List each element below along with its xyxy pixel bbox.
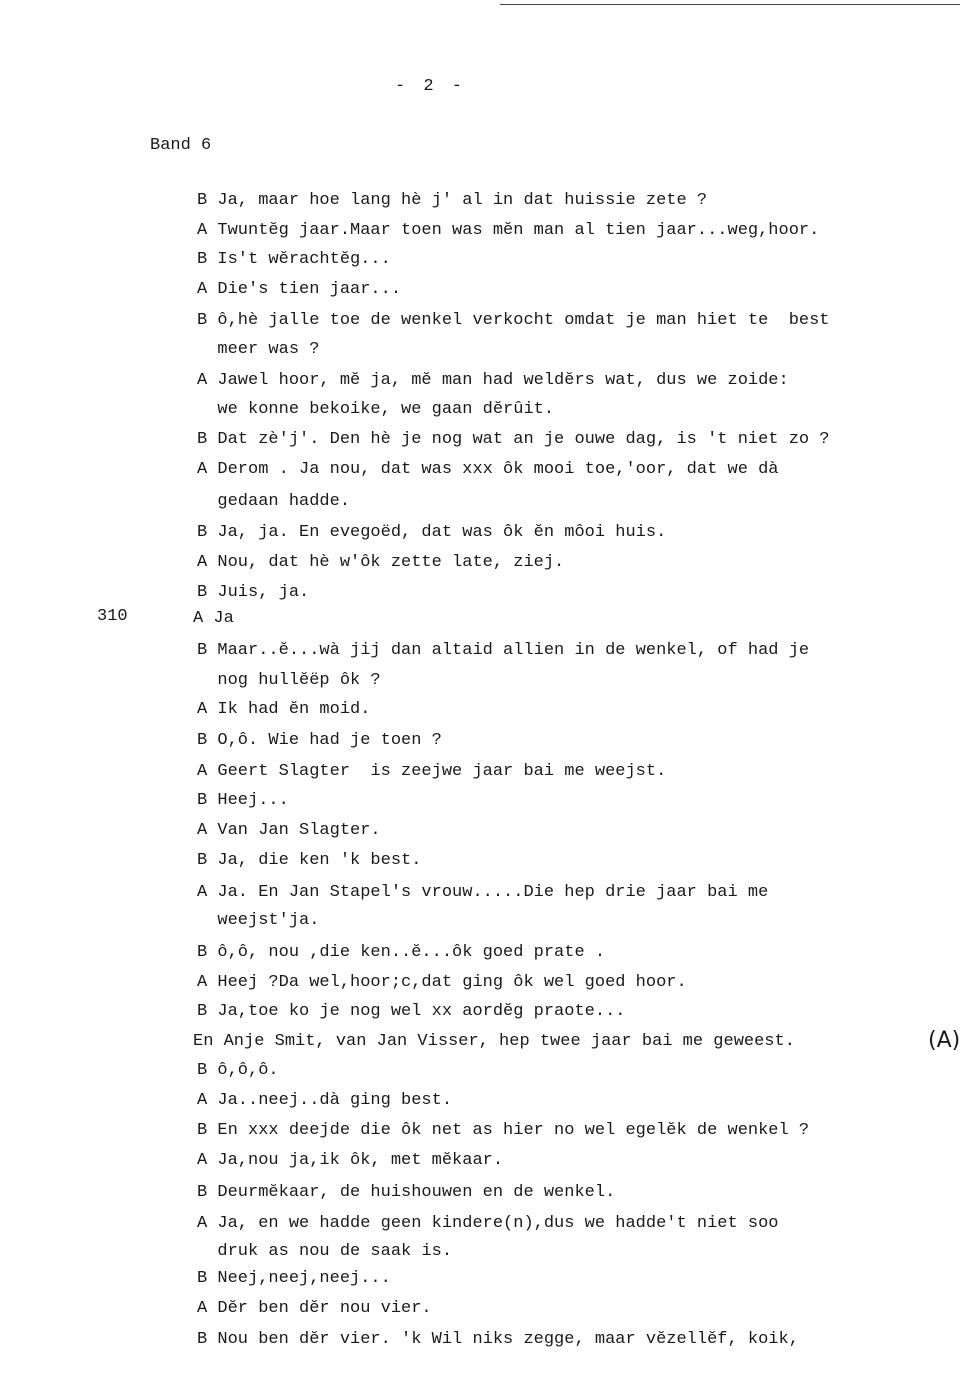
transcript-line: A Van Jan Slagter. bbox=[197, 821, 381, 840]
transcript-line: A Twuntĕg jaar.Maar toen was mĕn man al tien jaar...weg,hoor. bbox=[197, 221, 820, 240]
transcript-line: A Ja, en we hadde geen kindere(n),dus we hadde't niet soo bbox=[197, 1214, 779, 1233]
transcript-line: A Dĕr ben dĕr nou vier. bbox=[197, 1299, 432, 1318]
transcript-line: A Ik had ĕn moid. bbox=[197, 700, 371, 719]
transcript-line: B ô,ô, nou ,die ken..ĕ...ôk goed prate . bbox=[197, 943, 606, 962]
transcript-line: A Ja. En Jan Stapel's vrouw.....Die hep drie jaar bai me bbox=[197, 883, 769, 902]
transcript-line: B Neej,neej,neej... bbox=[197, 1269, 391, 1288]
transcript-line: B En xxx deejde die ôk net as hier no wel egelĕk de wenkel ? bbox=[197, 1121, 810, 1140]
transcript-line: B Is't wĕrachtĕg... bbox=[197, 250, 391, 269]
transcript-line: En Anje Smit, van Jan Visser, hep twee jaar bai me geweest. bbox=[193, 1032, 795, 1051]
transcript-line: A Ja bbox=[193, 609, 234, 628]
transcript-line: A Ja,nou ja,ik ôk, met mĕkaar. bbox=[197, 1151, 504, 1170]
transcript-line: B Ja, ja. En evegoëd, dat was ôk ĕn môoi huis. bbox=[197, 523, 667, 542]
transcript-line: weejst'ja. bbox=[197, 911, 320, 930]
transcript-line: meer was ? bbox=[197, 340, 320, 359]
line-number-marker: 310 bbox=[97, 607, 128, 626]
transcript-line: we konne bekoike, we gaan dĕrûit. bbox=[197, 400, 555, 419]
band-label: Band 6 bbox=[150, 136, 212, 155]
transcript-line: B Maar..ĕ...wà jij dan altaid allien in de wenkel, of had je bbox=[197, 641, 810, 660]
transcript-line: nog hullĕëp ôk ? bbox=[197, 671, 381, 690]
transcript-line: B Ja,toe ko je nog wel xx aordĕg praote... bbox=[197, 1002, 626, 1021]
transcript-line: A Geert Slagter is zeejwe jaar bai me weejst. bbox=[197, 762, 667, 781]
transcript-line: B Heej... bbox=[197, 791, 289, 810]
transcript-line: A Jawel hoor, mĕ ja, mĕ man had weldĕrs wat, dus we zoide: bbox=[197, 371, 789, 390]
transcript-line: A Die's tien jaar... bbox=[197, 280, 402, 299]
transcript-line: B O,ô. Wie had je toen ? bbox=[197, 731, 442, 750]
margin-annotation: (A) bbox=[928, 1028, 960, 1053]
top-rule bbox=[500, 4, 960, 5]
transcript-line: gedaan hadde. bbox=[197, 492, 351, 511]
transcript-line: B ô,hè jalle toe de wenkel verkocht omdat je man hiet te best bbox=[197, 311, 830, 330]
transcript-line: B Nou ben dĕr vier. 'k Wil niks zegge, maar vĕzellĕf, koik, bbox=[197, 1330, 799, 1349]
transcript-line: B Dat zè'j'. Den hè je nog wat an je ouwe dag, is 't niet zo ? bbox=[197, 430, 830, 449]
transcript-line: B Deurmĕkaar, de huishouwen en de wenkel. bbox=[197, 1183, 616, 1202]
transcript-line: A Ja..neej..dà ging best. bbox=[197, 1091, 453, 1110]
transcript-line: B Ja, maar hoe lang hè j' al in dat huissie zete ? bbox=[197, 191, 708, 210]
transcript-line: A Derom . Ja nou, dat was xxx ôk mooi toe,'oor, dat we dà bbox=[197, 460, 779, 479]
transcript-line: B ô,ô,ô. bbox=[197, 1061, 279, 1080]
transcript-line: B Juis, ja. bbox=[197, 583, 310, 602]
transcript-line: B Ja, die ken 'k best. bbox=[197, 851, 422, 870]
transcript-line: A Heej ?Da wel,hoor;c,dat ging ôk wel goed hoor. bbox=[197, 973, 687, 992]
transcript-line: A Nou, dat hè w'ôk zette late, ziej. bbox=[197, 553, 565, 572]
transcript-line: druk as nou de saak is. bbox=[197, 1242, 453, 1261]
page-number: - 2 - bbox=[395, 77, 467, 96]
